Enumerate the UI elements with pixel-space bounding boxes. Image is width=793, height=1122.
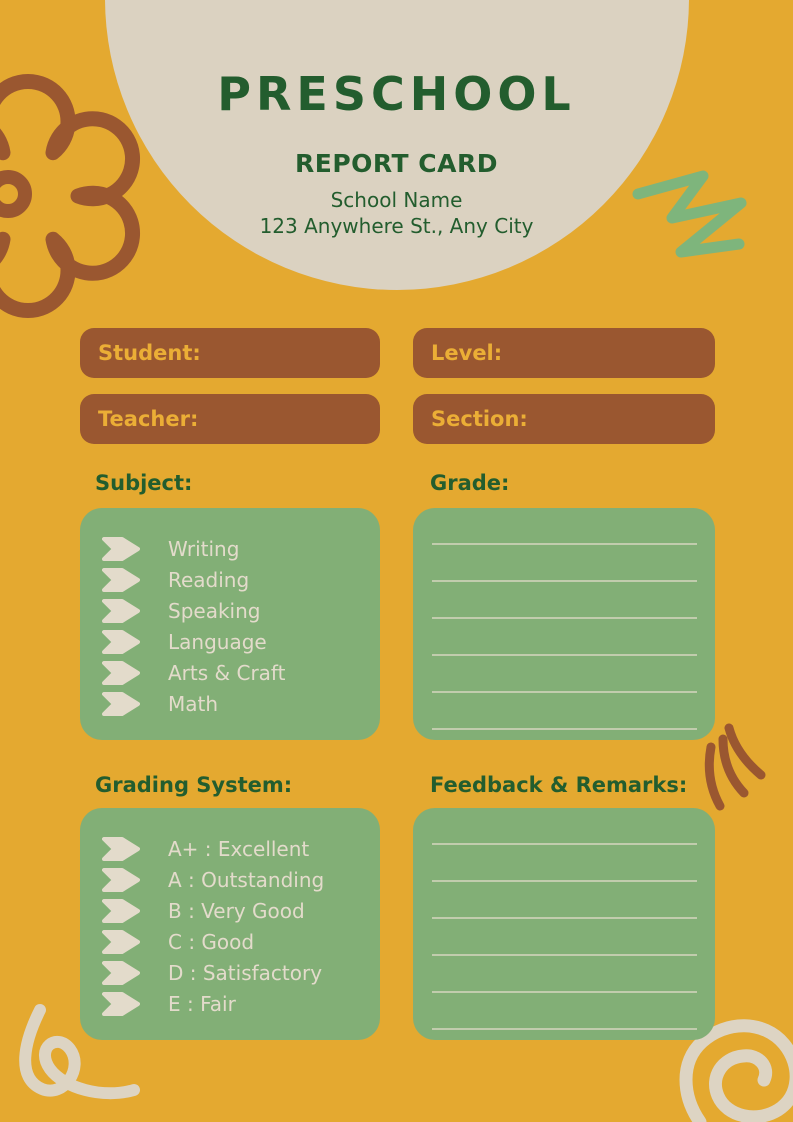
ruled-line [432,656,697,693]
feedback-notes-box [413,808,715,1040]
list-item-label: A : Outstanding [168,867,325,892]
arrow-tag-icon [102,868,140,892]
section-field [413,394,715,444]
arrow-tag-icon [102,661,140,685]
feedback-ruled-lines [432,808,697,1030]
list-item [102,567,372,592]
ruled-line [432,993,697,1030]
student-field-label: Student: [98,341,201,365]
grading-system-list-box [80,808,380,1040]
list-item [102,867,372,892]
level-field-label: Level: [431,341,503,365]
list-item [102,536,372,561]
ruled-line [432,919,697,956]
list-item-label: Language [168,629,267,654]
section-field-label: Section: [431,407,528,431]
grading-system-section-label: Grading System: [95,773,293,797]
student-field [80,328,380,378]
list-item [102,629,372,654]
ruled-line [432,882,697,919]
page-subtitle: REPORT CARD [295,149,498,178]
arrow-tag-icon [102,992,140,1016]
ruled-line [432,508,697,545]
subject-list [102,536,372,716]
grading-system-list [102,836,372,1016]
list-item [102,598,372,623]
grade-notes-box [413,508,715,740]
arrow-tag-icon [102,630,140,654]
ruled-line [432,582,697,619]
ruled-line [432,619,697,656]
teacher-field-label: Teacher: [98,407,199,431]
list-item [102,836,372,861]
feedback-section-label: Feedback & Remarks: [430,773,688,797]
list-item-label: Speaking [168,598,261,623]
school-name: School Name [330,188,463,212]
ruled-line [432,693,697,730]
arrow-tag-icon [102,961,140,985]
list-item-label: D : Satisfactory [168,960,323,985]
ruled-line [432,845,697,882]
list-item [102,898,372,923]
arrow-tag-icon [102,837,140,861]
arrow-tag-icon [102,930,140,954]
arrow-tag-icon [102,692,140,716]
ruled-line [432,808,697,845]
arrow-tag-icon [102,537,140,561]
subject-list-box [80,508,380,740]
arrow-tag-icon [102,599,140,623]
list-item-label: Math [168,691,219,716]
list-item-label: B : Very Good [168,898,305,923]
ruled-line [432,956,697,993]
grade-ruled-lines [432,508,697,730]
school-address: 123 Anywhere St., Any City [259,214,534,238]
arrow-tag-icon [102,899,140,923]
header-circle [105,0,689,290]
list-item-label: Arts & Craft [168,660,286,685]
motion-lines-doodle [709,728,761,806]
list-item-label: A+ : Excellent [168,836,310,861]
level-field [413,328,715,378]
grade-section-label: Grade: [430,471,510,495]
arrow-tag-icon [102,568,140,592]
list-item-label: E : Fair [168,991,236,1016]
list-item-label: Reading [168,567,250,592]
teacher-field [80,394,380,444]
list-item [102,960,372,985]
list-item [102,929,372,954]
list-item [102,660,372,685]
spiral-doodle [686,1026,793,1122]
list-item-label: C : Good [168,929,255,954]
ruled-line [432,545,697,582]
list-item [102,991,372,1016]
page-title: PRESCHOOL [217,67,576,121]
list-item-label: Writing [168,536,240,561]
subject-section-label: Subject: [95,471,193,495]
list-item [102,691,372,716]
